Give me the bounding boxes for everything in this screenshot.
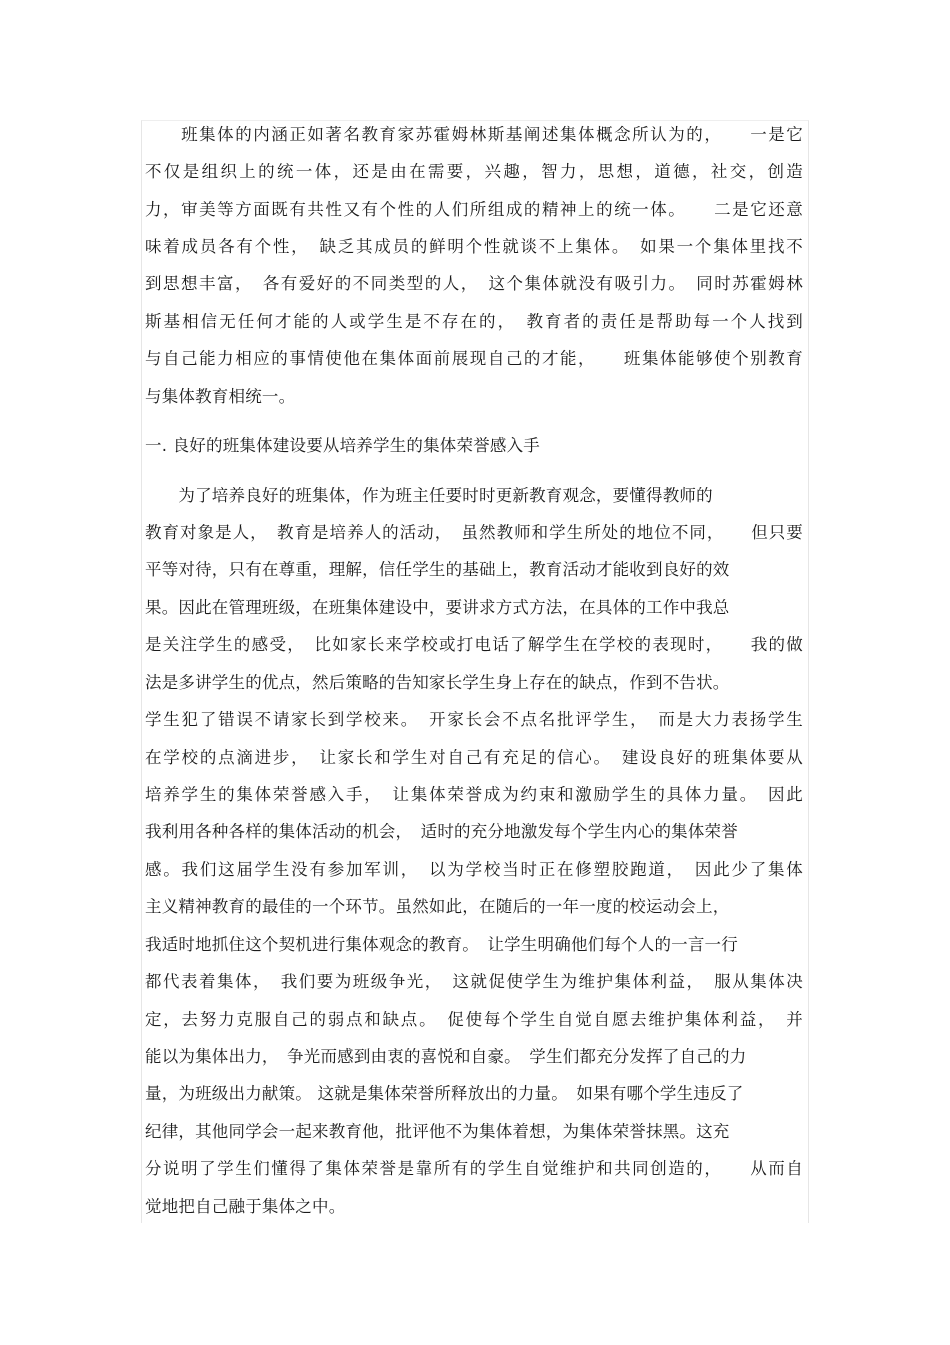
- paragraph-1-line-7: 与自己能力相应的事情使他在集体面前展现自己的才能， 班集体能够使个别教育: [145, 349, 803, 368]
- paragraph-1-line-4: 味着成员各有个性， 缺乏其成员的鲜明个性就谈不上集体。 如果一个集体里找不: [145, 237, 803, 256]
- paragraph-2-line-13: 我适时地抓住这个契机进行集体观念的教育。 让学生明确他们每个人的一言一行: [145, 935, 738, 954]
- paragraph-2-line-15: 定，去努力克服自己的弱点和缺点。 促使每个学生自觉自愿去维护集体利益， 并: [145, 1010, 803, 1029]
- paragraph-1-line-8: 与集体教育相统一。: [145, 387, 296, 406]
- paragraph-2-line-3: 平等对待，只有在尊重，理解，信任学生的基础上，教育活动才能收到良好的效: [145, 560, 730, 579]
- paragraph-2-line-16: 能以为集体出力， 争光而感到由衷的喜悦和自豪。 学生们都充分发挥了自己的力: [145, 1047, 747, 1066]
- section-heading: 一. 良好的班集体建设要从培养学生的集体荣誉感入手: [145, 436, 540, 455]
- paragraph-1-line-3: 力，审美等方面既有共性又有个性的人们所组成的精神上的统一体。 二是它还意: [145, 200, 803, 219]
- paragraph-2-line-12: 主义精神教育的最佳的一个环节。虽然如此，在随后的一年一度的校运动会上，: [145, 897, 730, 916]
- paragraph-2-line-5: 是关注学生的感受， 比如家长来学校或打电话了解学生在学校的表现时， 我的做: [145, 635, 803, 654]
- paragraph-2-line-1: 为了培养良好的班集体，作为班主任要时时更新教育观念，要懂得教师的: [145, 486, 713, 505]
- paragraph-2-line-4: 果。因此在管理班级，在班集体建设中，要讲求方式方法，在具体的工作中我总: [145, 598, 730, 617]
- paragraph-1-line-1: 班集体的内涵正如著名教育家苏霍姆林斯基阐述集体概念所认为的， 一是它: [145, 125, 803, 144]
- paragraph-1-line-2: 不仅是组织上的统一体，还是由在需要，兴趣，智力，思想，道德，社交，创造: [145, 162, 803, 181]
- paragraph-2-line-17: 量，为班级出力献策。 这就是集体荣誉所释放出的力量。 如果有哪个学生违反了: [145, 1084, 744, 1103]
- paragraph-1-line-5: 到思想丰富， 各有爱好的不同类型的人， 这个集体就没有吸引力。 同时苏霍姆林: [145, 274, 803, 293]
- paragraph-2-line-18: 纪律，其他同学会一起来教育他，批评他不为集体着想，为集体荣誉抹黑。这充: [145, 1122, 730, 1141]
- paragraph-2-line-14: 都代表着集体， 我们要为班级争光， 这就促使学生为维护集体利益， 服从集体决: [145, 972, 803, 991]
- paragraph-2-line-8: 在学校的点滴进步， 让家长和学生对自己有充足的信心。 建设良好的班集体要从: [145, 748, 803, 767]
- paragraph-2-line-9: 培养学生的集体荣誉感入手， 让集体荣誉成为约束和激励学生的具体力量。 因此: [145, 785, 803, 804]
- paragraph-2-line-2: 教育对象是人， 教育是培养人的活动， 虽然教师和学生所处的地位不同， 但只要: [145, 523, 803, 542]
- paragraph-2-line-6: 法是多讲学生的优点，然后策略的告知家长学生身上存在的缺点，作到不告状。: [145, 673, 730, 692]
- paragraph-2-line-7: 学生犯了错误不请家长到学校来。 开家长会不点名批评学生， 而是大力表扬学生: [145, 710, 803, 729]
- paragraph-2-line-11: 感。我们这届学生没有参加军训， 以为学校当时正在修塑胶跑道， 因此少了集体: [145, 860, 803, 879]
- paragraph-2-line-10: 我利用各种各样的集体活动的机会， 适时的充分地激发每个学生内心的集体荣誉: [145, 822, 738, 841]
- paragraph-2-line-20: 觉地把自己融于集体之中。: [145, 1197, 346, 1216]
- paragraph-2-line-19: 分说明了学生们懂得了集体荣誉是靠所有的学生自觉维护和共同创造的， 从而自: [145, 1159, 803, 1178]
- paragraph-1-line-6: 斯基相信无任何才能的人或学生是不存在的， 教育者的责任是帮助每一个人找到: [145, 312, 803, 331]
